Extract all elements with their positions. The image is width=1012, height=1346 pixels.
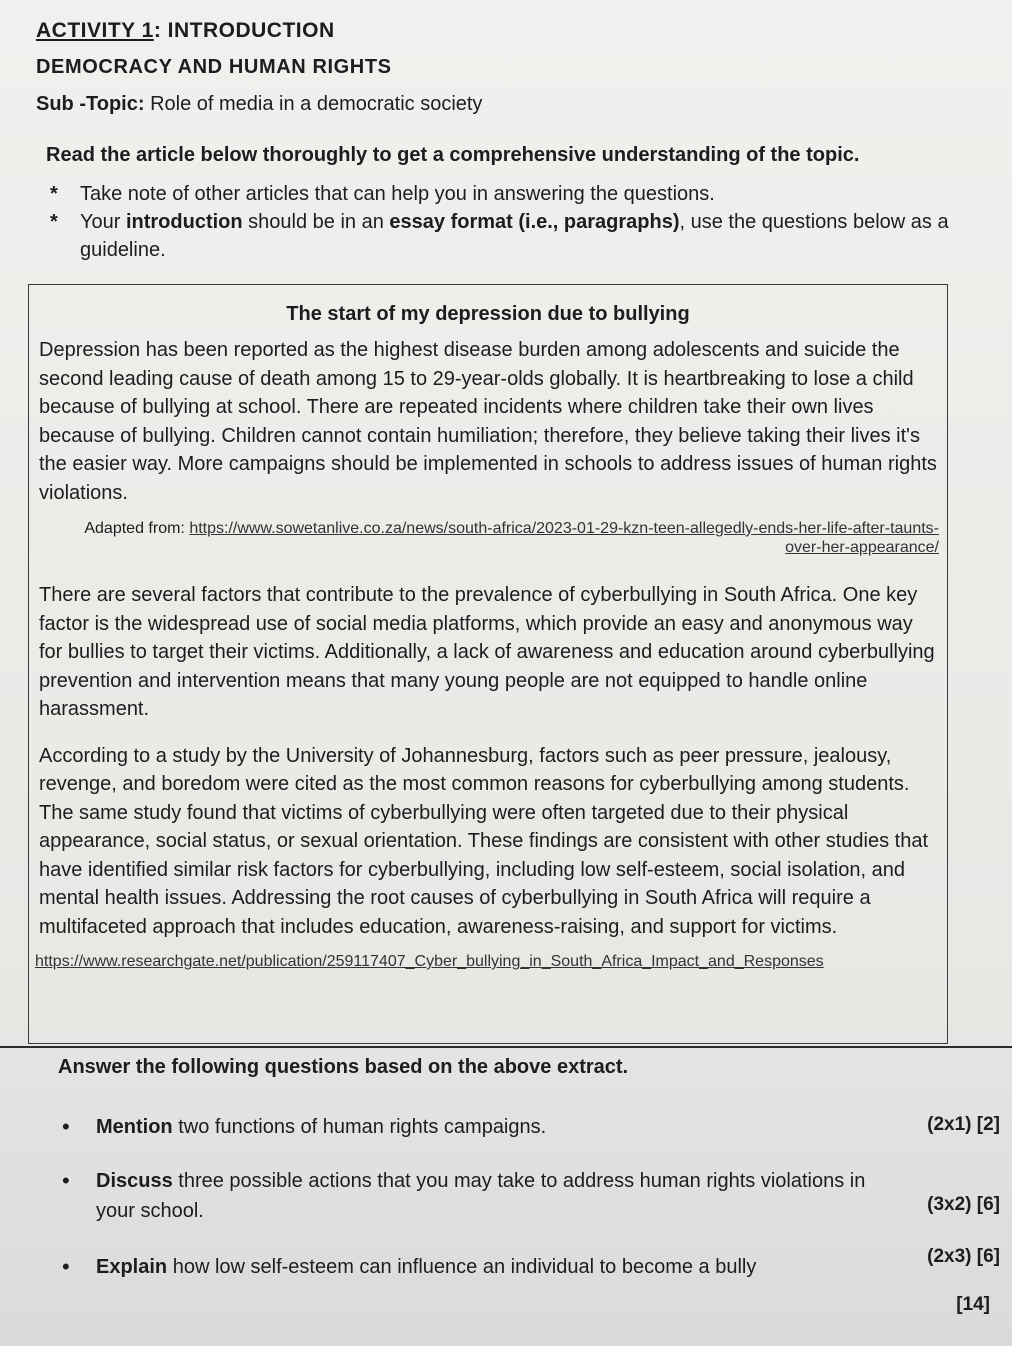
question-verb: Explain	[96, 1256, 168, 1278]
question-marks: (2x1) [2]	[927, 1114, 1000, 1135]
instruction-emphasis: introduction	[125, 211, 243, 233]
source-link-sowetan[interactable]: https://www.sowetanlive.co.za/news/south-africa/2023-01-29-kzn-teen-allegedly-ends-her-life-after-taunts-over-her-appearance/	[189, 520, 939, 556]
sub-topic-value: Role of media in a democratic society	[150, 93, 483, 115]
instructions-lead: Read the article below thoroughly to get a comprehensive understanding of the topic.	[46, 144, 860, 166]
article-paragraph-2: There are several factors that contribute to the prevalence of cyberbullying in South Africa. One key factor is the widespread use of social media platforms, which provide an easy and anonymous way for bullies to target their victims. Additionally, a lack of awareness and education around cyberbullying prevention and intervention means that many young people are not equipped to handle online harassment.	[39, 584, 935, 720]
question-text	[96, 1252, 856, 1282]
question-text	[96, 1166, 876, 1226]
question-verb: Discuss	[96, 1170, 173, 1192]
question-body: how low self-esteem can influence an individual to become a bully	[167, 1256, 757, 1278]
source-label: Adapted from:	[84, 520, 190, 537]
sub-topic-line	[36, 86, 976, 122]
activity-label: ACTIVITY 1	[36, 19, 154, 42]
instruction-text-part: should be in an	[242, 211, 390, 233]
star-bullet-icon: *	[50, 211, 58, 233]
questions-heading: Answer the following questions based on the above extract.	[58, 1056, 629, 1078]
activity-title: : INTRODUCTION	[153, 19, 335, 42]
topic-heading: DEMOCRACY AND HUMAN RIGHTS	[36, 56, 392, 78]
instruction-text-part: , use the questions below as a guideline.	[80, 211, 949, 261]
sub-topic-label: Sub -Topic:	[36, 93, 145, 115]
activity-heading	[36, 14, 976, 48]
article-box	[28, 284, 948, 1044]
source-link-researchgate[interactable]: https://www.researchgate.net/publication/259117407_Cyber_bullying_in_South_Africa_Impact_and_Responses	[35, 953, 824, 970]
question-text	[96, 1112, 856, 1142]
question-verb: Mention	[96, 1116, 173, 1138]
instruction-item	[50, 208, 976, 264]
article-paragraph-3: According to a study by the University of Johannesburg, factors such as peer pressure, jealousy, revenge, and boredom were cited as the most common reasons for cyberbullying among students. The same study found that victims of cyberbullying were often targeted due to their physical appearance, social status, or sexual orientation. These findings are consistent with other studies that have identified similar risk factors for cyberbullying, including low self-esteem, social isolation, and mental health issues. Addressing the root causes of cyberbullying in South Africa will require a multifaceted approach that includes education, awareness-raising, and support for victims.	[39, 744, 929, 938]
instruction-list	[36, 180, 976, 264]
star-bullet-icon: *	[50, 183, 58, 205]
bullet-dot-icon: •	[62, 1254, 70, 1279]
question-marks: (3x2) [6]	[927, 1194, 1000, 1215]
instruction-text-part: Your	[80, 211, 126, 233]
bullet-dot-icon: •	[62, 1168, 70, 1193]
instruction-item	[50, 180, 976, 208]
instruction-text: Take note of other articles that can help you in answering the questions.	[80, 183, 715, 205]
article-title: The start of my depression due to bullying	[286, 303, 690, 325]
instruction-emphasis: essay format (i.e., paragraphs)	[389, 211, 680, 233]
article-paragraph-1: Depression has been reported as the highest disease burden among adolescents and suicide the second leading cause of death among 15 to 29-year-olds globally. It is heartbreaking to lose a child because of bullying at school. There are repeated incidents where children take their own lives because of bullying. Children cannot contain humiliation; therefore, they believe taking their lives it's the easier way. More campaigns should be implemented in schools to address issues of human rights violations.	[39, 339, 937, 504]
article-source-2	[35, 953, 947, 971]
article-source-1	[49, 519, 939, 557]
question-body: three possible actions that you may take to address human rights violations in your school.	[96, 1170, 866, 1222]
bullet-dot-icon: •	[62, 1114, 70, 1139]
question-body: two functions of human rights campaigns.	[172, 1116, 547, 1138]
question-marks: (2x3) [6]	[927, 1246, 1000, 1267]
total-marks: [14]	[956, 1294, 990, 1315]
questions-section	[0, 1046, 1012, 1346]
worksheet-header	[36, 14, 976, 264]
